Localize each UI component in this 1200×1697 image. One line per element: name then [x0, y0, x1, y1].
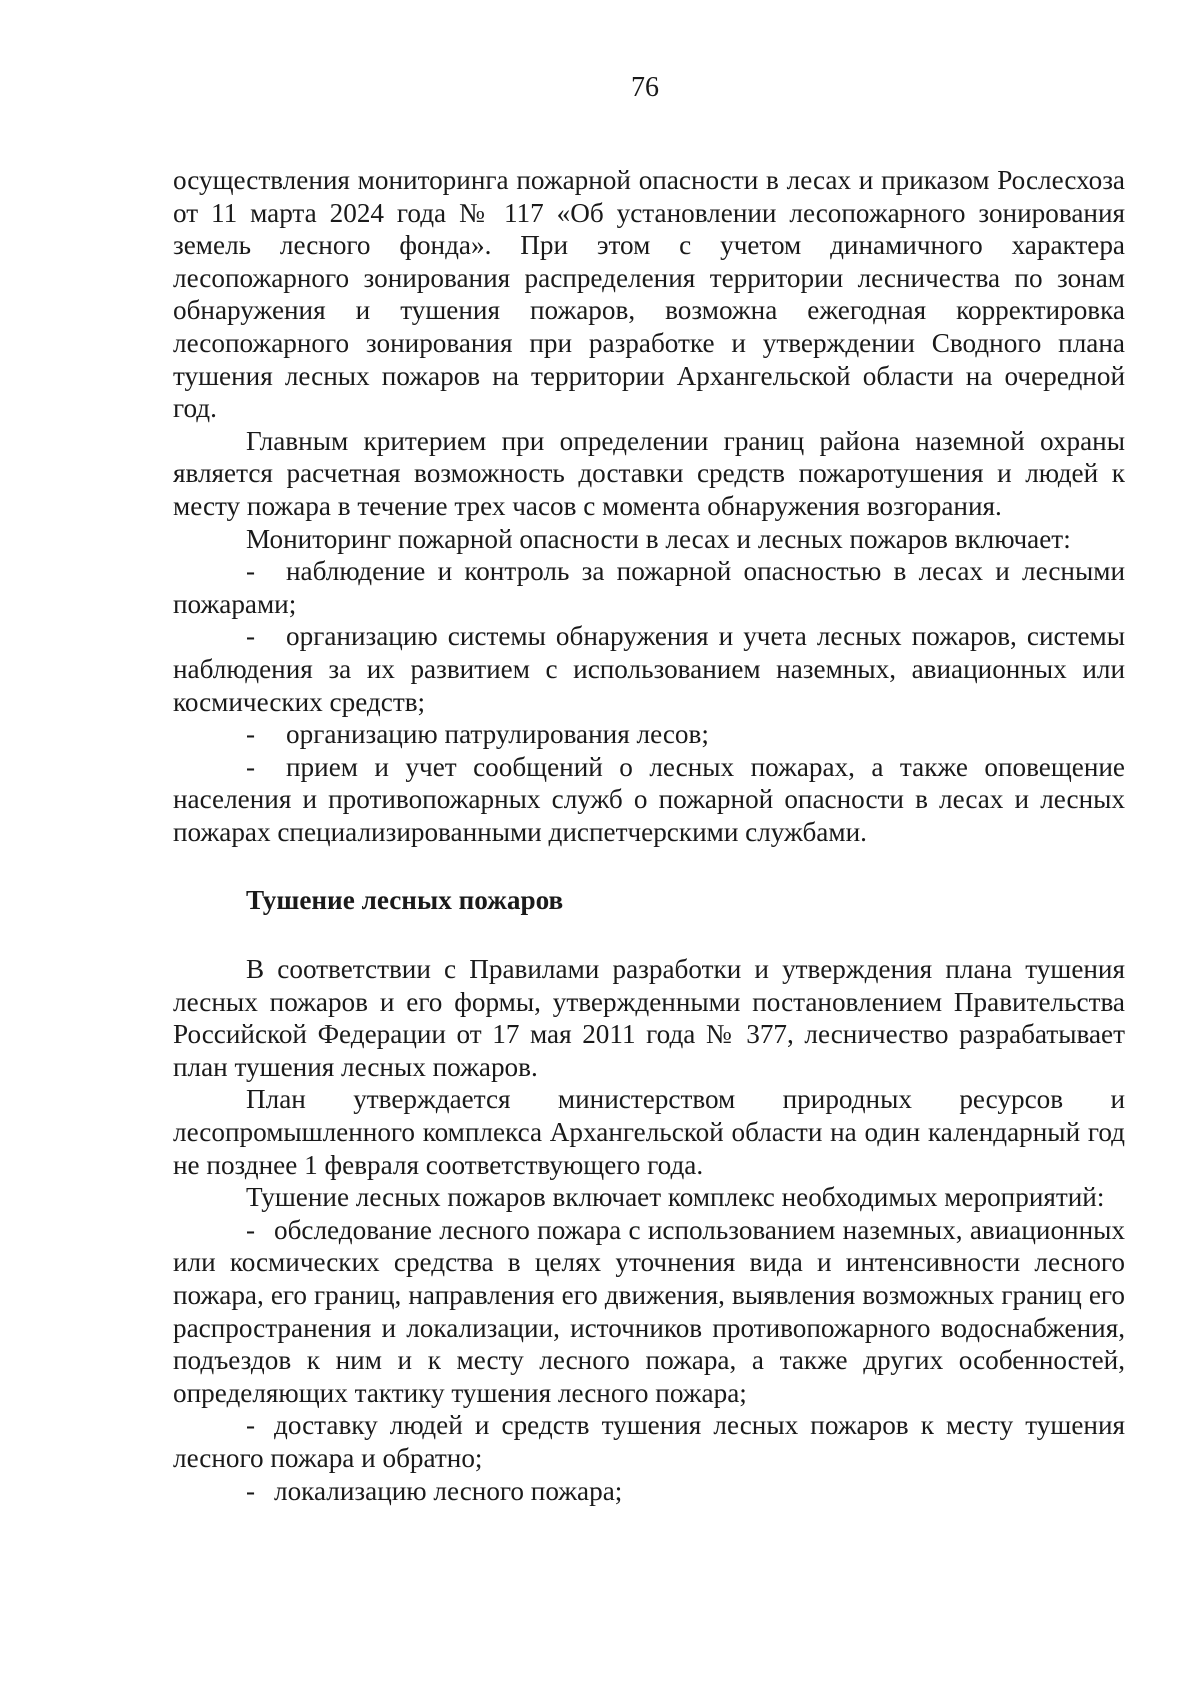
- dash-marker: -: [246, 1475, 256, 1506]
- section-heading: Тушение лесных пожаров: [246, 885, 564, 916]
- dash-marker: -: [246, 556, 256, 587]
- paragraph-extinguishing-intro: Тушение лесных пожаров включает комплекс необходимых мероприятий:: [246, 1182, 1105, 1213]
- list-item-text: организацию патрулирования лесов;: [286, 719, 709, 750]
- monitoring-list-item: [173, 555, 1125, 620]
- paragraph-monitoring-intro: Мониторинг пожарной опасности в лесах и лесных пожаров включает:: [246, 523, 1071, 554]
- paragraph-criterion: Главным критерием при определении границ района наземной охраны является расчетная возможность доставки средств пожаротушения и людей к месту пожара в течение трех часов с момента обнаружения возгорания.: [173, 425, 1125, 521]
- dash-marker: -: [246, 719, 256, 750]
- list-item-text: локализацию лесного пожара;: [274, 1475, 623, 1506]
- spacer: [173, 848, 1125, 884]
- paragraph-plan-approval: План утверждается министерством природных ресурсов и лесопромышленного комплекса Архангельской области на один календарный год не позднее 1 февраля соответствующего года.: [173, 1084, 1125, 1180]
- document-body: [173, 164, 1125, 1507]
- list-item-text: прием и учет сообщений о лесных пожарах, а также оповещение населения и противопожарных служб о пожарной опасности в лесах и лесных пожарах специализированными диспетчерскими службами.: [173, 751, 1125, 847]
- monitoring-list-item: [173, 751, 1125, 849]
- list-item-text: организацию системы обнаружения и учета лесных пожаров, системы наблюдения за их развитием с использованием наземных, авиационных или космических средств;: [173, 621, 1125, 717]
- dash-marker: -: [246, 1214, 256, 1245]
- extinguishing-list-item: [173, 1475, 1125, 1508]
- extinguishing-list-item: [173, 1409, 1125, 1474]
- monitoring-list-item: [173, 620, 1125, 718]
- monitoring-list-item: [173, 718, 1125, 751]
- paragraph-rules: В соответствии с Правилами разработки и утверждения плана тушения лесных пожаров и его формы, утвержденными постановлением Правительства Российской Федерации от 17 мая 2011 года № 377, лесничество разрабатывает план тушения лесных пожаров.: [173, 954, 1125, 1082]
- list-item-text: наблюдение и контроль за пожарной опасностью в лесах и лесными пожарами;: [173, 556, 1125, 619]
- extinguishing-list-item: [173, 1214, 1125, 1410]
- page-number: 76: [631, 72, 659, 103]
- dash-marker: -: [246, 751, 256, 782]
- dash-marker: -: [246, 1410, 256, 1441]
- dash-marker: -: [246, 621, 256, 652]
- spacer: [173, 917, 1125, 953]
- paragraph-continuation: осуществления мониторинга пожарной опасности в лесах и приказом Рослесхоза от 11 марта 2024 года № 117 «Об установлении лесопожарного зонирования земель лесного фонда». При этом с учетом динамичного характера лесопожарного зонирования распределения территории лесничества по зонам обнаружения и тушения пожаров, возможна ежегодная корректировка лесопожарного зонирования при разработке и утверждении Сводного плана тушения лесных пожаров на территории Архангельской области на очередной год.: [173, 165, 1125, 424]
- list-item-text: доставку людей и средств тушения лесных пожаров к месту тушения лесного пожара и обратно;: [173, 1410, 1125, 1473]
- list-item-text: обследование лесного пожара с использованием наземных, авиационных или космических средства в целях уточнения вида и интенсивности лесного пожара, его границ, направления его движения, выявления возможных границ его распространения и локализации, источников противопожарного водоснабжения, подъездов к ним и к месту лесного пожара, а также других особенностей, определяющих тактику тушения лесного пожара;: [173, 1214, 1125, 1408]
